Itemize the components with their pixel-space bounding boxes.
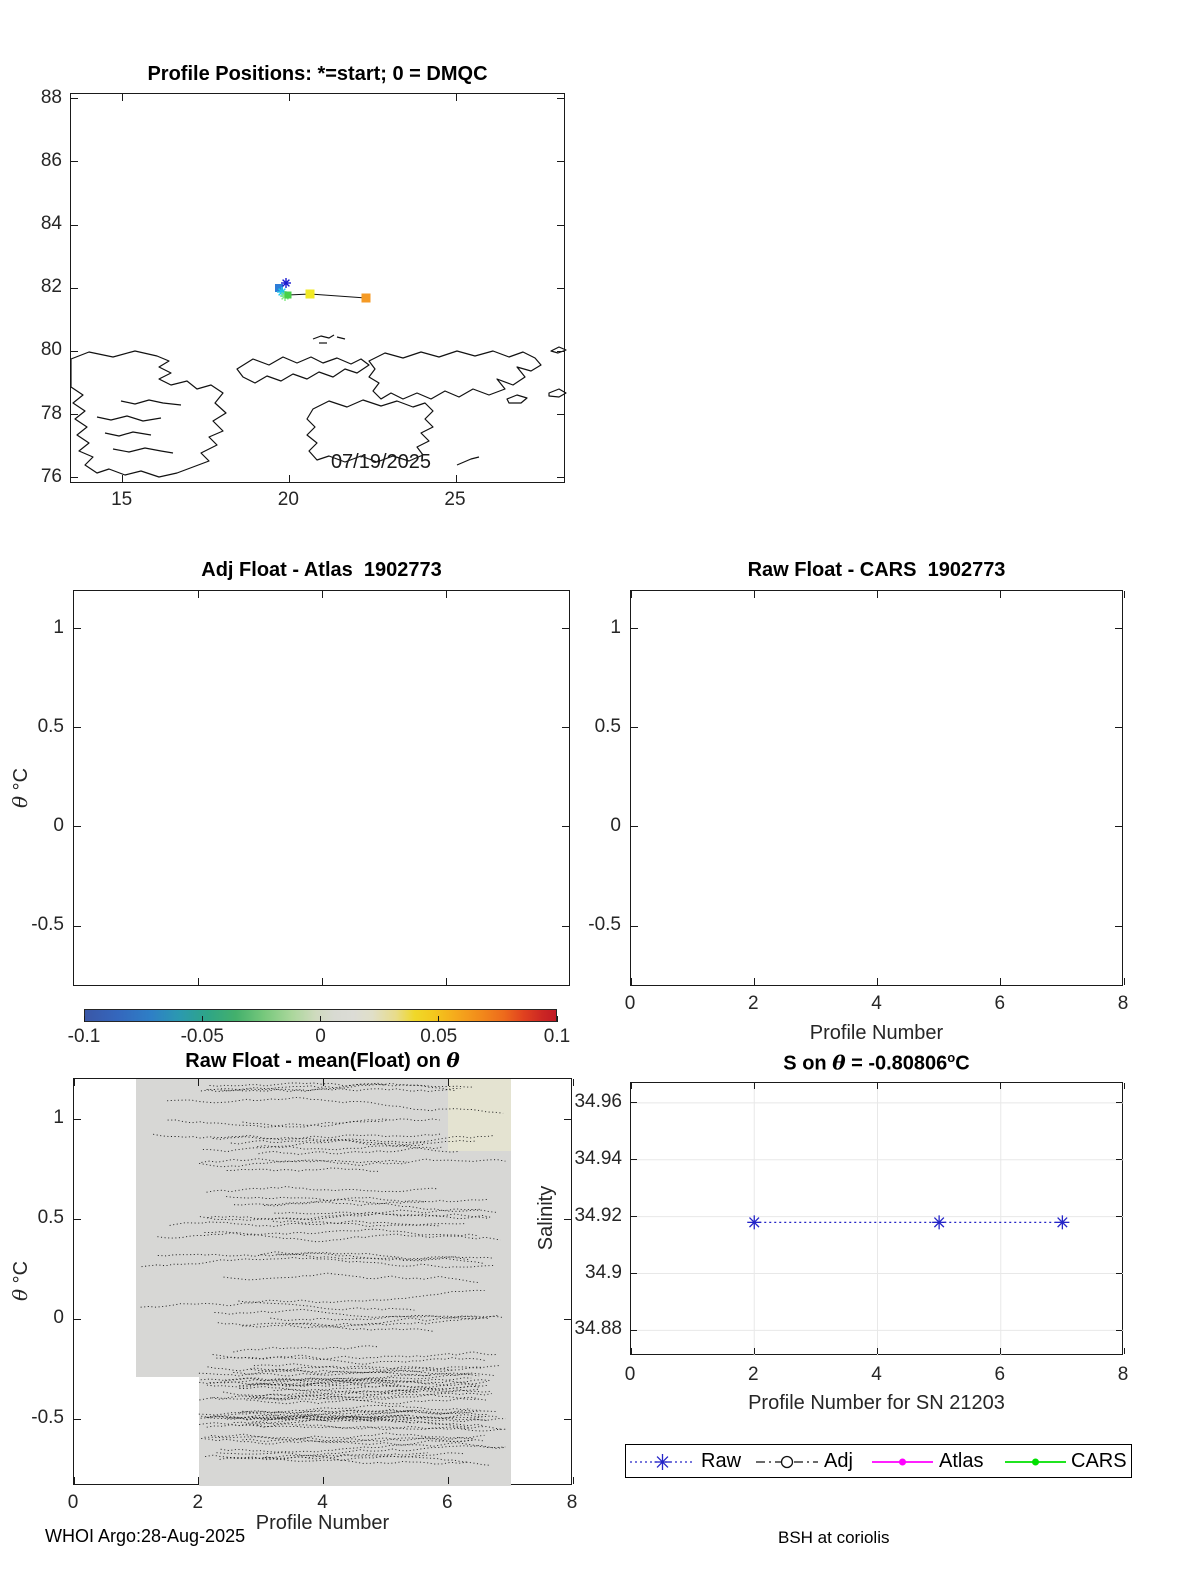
- map-x-tick-label: 15: [111, 489, 133, 510]
- top-tick: [289, 94, 290, 101]
- legend-label-raw: Raw: [701, 1450, 742, 1472]
- coastline: [507, 395, 527, 403]
- left-tick: [631, 926, 638, 927]
- s-on-theta-plot: [631, 1083, 1124, 1356]
- bottom-tick: [1000, 1348, 1001, 1354]
- adj-atlas-axes: [73, 590, 570, 986]
- top-tick: [754, 591, 755, 598]
- colorbar-tick: [320, 1016, 321, 1022]
- s-on-theta-y-tick-label: 34.88: [574, 1318, 622, 1340]
- raw-mean-y-tick-label: 0.5: [37, 1207, 64, 1228]
- contour-line: [142, 1257, 494, 1267]
- top-tick: [573, 1079, 574, 1086]
- raw-data-point: [747, 1215, 761, 1229]
- map-title: Profile Positions: *=start; 0 = DMQC: [147, 63, 488, 85]
- bottom-tick: [877, 978, 878, 985]
- contour-line: [221, 1089, 461, 1092]
- colorbar-tick-label: 0.1: [543, 1026, 571, 1047]
- bottom-tick: [754, 1348, 755, 1354]
- left-tick: [74, 926, 81, 927]
- adj-atlas-y-tick-label: 1: [53, 616, 64, 638]
- bottom-tick: [1124, 978, 1125, 985]
- date-annotation: 07/19/2025: [330, 451, 432, 473]
- contour-line: [153, 1134, 441, 1140]
- contour-line: [239, 1386, 399, 1391]
- bottom-tick: [573, 1477, 574, 1484]
- colorbar-tick-label: -0.05: [180, 1026, 224, 1047]
- footer-right: BSH at coriolis: [778, 1528, 890, 1547]
- left-tick: [71, 351, 78, 352]
- theta-symbol: θ: [832, 1050, 846, 1075]
- top-tick: [74, 1079, 75, 1086]
- coastline: [105, 432, 151, 436]
- s-on-theta-x-tick-label: 0: [624, 1364, 636, 1385]
- right-tick: [557, 98, 564, 99]
- contour-line: [227, 1168, 379, 1171]
- left-tick: [74, 826, 81, 827]
- contour-line: [207, 1186, 439, 1192]
- s-on-theta-x-tick-label: 8: [1117, 1364, 1129, 1385]
- contour-line: [273, 1221, 441, 1227]
- contour-line: [227, 1416, 411, 1423]
- top-tick: [877, 1083, 878, 1089]
- colorbar-tick-label: 0: [315, 1026, 326, 1047]
- raw-mean-y-tick-label: 1: [53, 1107, 64, 1128]
- right-tick: [1116, 1273, 1122, 1274]
- map-y-tick-label: 76: [40, 465, 62, 487]
- contour-line: [268, 1382, 492, 1392]
- map-y-tick-label: 82: [40, 276, 62, 298]
- top-tick: [631, 591, 632, 598]
- left-tick: [631, 1102, 637, 1103]
- left-tick: [71, 225, 78, 226]
- left-tick: [74, 1419, 81, 1420]
- colorbar-tick-label: -0.1: [67, 1026, 101, 1047]
- contour-line: [167, 1097, 503, 1113]
- s-on-theta-axes: [630, 1082, 1123, 1355]
- s-on-theta-xlabel: Profile Number for SN 21203: [748, 1392, 1005, 1414]
- s-on-theta-x-tick-label: 6: [994, 1364, 1006, 1385]
- bottom-tick: [198, 1477, 199, 1484]
- coastline: [457, 457, 479, 465]
- top-tick: [1000, 591, 1001, 598]
- bottom-tick: [1000, 978, 1001, 985]
- contour-line: [168, 1119, 440, 1127]
- contour-line: [218, 1316, 498, 1326]
- right-tick: [1115, 727, 1122, 728]
- right-tick: [557, 161, 564, 162]
- theta-symbol: θ: [8, 1288, 32, 1302]
- colorbar-tick: [202, 1016, 203, 1022]
- map-x-tick-label: 25: [444, 489, 466, 510]
- left-tick: [74, 628, 81, 629]
- contour-line: [260, 1252, 484, 1264]
- map-y-tick-label: 88: [40, 86, 62, 108]
- top-tick: [1124, 591, 1125, 598]
- contour-line: [240, 1410, 480, 1414]
- float-trajectory: [282, 290, 366, 298]
- s-on-theta-y-tick-label: 34.96: [574, 1090, 622, 1112]
- contour-line: [210, 1083, 474, 1087]
- left-tick: [71, 414, 78, 415]
- right-tick: [564, 1119, 571, 1120]
- left-tick: [74, 1319, 81, 1320]
- colorbar-tick: [557, 1016, 558, 1022]
- legend-marker-dot: [1032, 1459, 1039, 1466]
- right-tick: [1116, 1330, 1122, 1331]
- colorbar-tick-label: 0.05: [420, 1026, 458, 1047]
- bottom-tick: [877, 1348, 878, 1354]
- legend-label-adj: Adj: [824, 1450, 853, 1472]
- coastline: [71, 351, 226, 477]
- top-tick: [1000, 1083, 1001, 1089]
- top-tick: [877, 591, 878, 598]
- theta-symbol: θ: [446, 1048, 460, 1072]
- bottom-tick: [1124, 1348, 1125, 1354]
- raw-cars-x-tick-label: 6: [994, 993, 1006, 1014]
- raw-cars-title: Raw Float - CARS 1902773: [747, 559, 1006, 581]
- raw-mean-x-tick-label: 2: [192, 1492, 204, 1513]
- contour-line: [257, 1144, 425, 1150]
- map-y-tick-label: 86: [40, 149, 62, 171]
- right-tick: [1116, 1102, 1122, 1103]
- map-y-tick-label: 84: [40, 213, 62, 235]
- s-title-pre: S on: [783, 1052, 833, 1075]
- contour-line: [199, 1160, 407, 1167]
- top-tick: [122, 94, 123, 101]
- coastline: [113, 448, 173, 453]
- contour-line: [243, 1121, 387, 1127]
- top-tick: [456, 94, 457, 101]
- legend-label-cars: CARS: [1071, 1450, 1127, 1472]
- bottom-tick: [754, 978, 755, 985]
- contour-line: [208, 1212, 488, 1220]
- map-plot: [71, 94, 566, 484]
- raw-mean-y-tick-label: 0: [53, 1307, 64, 1328]
- right-tick: [557, 288, 564, 289]
- contour-line: [223, 1389, 479, 1396]
- coastline: [549, 389, 566, 397]
- left-tick: [71, 98, 78, 99]
- legend-marker-circle: [782, 1457, 793, 1468]
- footer-left: WHOI Argo:28-Aug-2025: [45, 1526, 246, 1546]
- ylabel-unit: °C: [10, 767, 32, 796]
- top-tick: [1124, 1083, 1125, 1089]
- legend: [625, 1444, 1132, 1478]
- s-on-theta-y-tick-label: 34.9: [585, 1261, 622, 1283]
- s-on-theta-x-tick-label: 2: [747, 1364, 759, 1385]
- degree-sup: o: [947, 1050, 956, 1065]
- colorbar-tick: [438, 1016, 439, 1022]
- contour-line: [226, 1197, 426, 1203]
- contour-line: [251, 1366, 499, 1373]
- bottom-tick: [631, 978, 632, 985]
- map-y-tick-label: 78: [40, 402, 62, 424]
- contour-line: [201, 1378, 401, 1385]
- left-tick: [631, 1159, 637, 1160]
- right-tick: [557, 351, 564, 352]
- contour-line: [170, 1221, 466, 1227]
- raw-cars-xlabel: Profile Number: [809, 1022, 944, 1044]
- left-tick: [71, 161, 78, 162]
- raw-cars-y-tick-label: 0: [610, 814, 621, 836]
- coastline: [97, 416, 161, 421]
- contour-line: [231, 1135, 495, 1144]
- top-tick: [198, 1079, 199, 1086]
- raw-cars-x-tick-label: 2: [747, 993, 759, 1014]
- left-tick: [631, 1273, 637, 1274]
- left-tick: [71, 477, 78, 478]
- right-tick: [1116, 1159, 1122, 1160]
- contour-line: [157, 1229, 477, 1238]
- profile-marker-square: [285, 292, 292, 299]
- bottom-tick: [323, 1477, 324, 1484]
- raw-cars-x-tick-label: 0: [624, 993, 636, 1014]
- contour-line: [200, 1209, 480, 1221]
- contour-line: [224, 1273, 480, 1282]
- right-tick: [1115, 826, 1122, 827]
- right-tick: [557, 477, 564, 478]
- right-tick: [1115, 926, 1122, 927]
- top-tick: [446, 591, 447, 598]
- right-tick: [557, 225, 564, 226]
- map-y-tick-label: 80: [40, 339, 62, 361]
- raw-mean-axes: [73, 1078, 572, 1485]
- contour-line: [214, 1309, 502, 1317]
- right-tick: [564, 1419, 571, 1420]
- top-tick: [631, 1083, 632, 1089]
- adj-atlas-title: Adj Float - Atlas 1902773: [201, 559, 442, 581]
- raw-cars-x-tick-label: 8: [1117, 993, 1129, 1014]
- coastline: [337, 337, 345, 339]
- raw-cars-y-tick-label: 0.5: [594, 715, 621, 737]
- raw-cars-x-tick-label: 4: [871, 993, 882, 1014]
- adj-atlas-y-tick-label: 0: [53, 814, 64, 836]
- coastline: [369, 351, 541, 399]
- contour-line: [213, 1137, 477, 1145]
- left-tick: [631, 1216, 637, 1217]
- contour-line: [221, 1440, 485, 1453]
- raw-mean-y-tick-label: -0.5: [31, 1407, 64, 1428]
- bottom-tick: [448, 1477, 449, 1484]
- left-tick: [631, 1330, 637, 1331]
- top-tick: [323, 1079, 324, 1086]
- contour-line: [205, 1435, 485, 1441]
- adj-atlas-y-tick-label: 0.5: [37, 715, 64, 737]
- coastline: [313, 335, 334, 339]
- raw-data-point: [932, 1215, 946, 1229]
- right-tick: [557, 414, 564, 415]
- salinity-ylabel: Salinity: [535, 1185, 557, 1251]
- contour-line: [220, 1453, 428, 1460]
- contour-line: [234, 1199, 498, 1212]
- s-title-post: C: [955, 1052, 970, 1075]
- left-tick: [631, 727, 638, 728]
- top-tick: [198, 591, 199, 598]
- coastline: [121, 400, 181, 405]
- contour-line: [217, 1445, 505, 1455]
- contour-lines: [74, 1079, 573, 1486]
- left-tick: [74, 1119, 81, 1120]
- ylabel-unit: °C: [10, 1260, 32, 1289]
- adj-atlas-y-tick-label: -0.5: [31, 914, 64, 936]
- right-tick: [1116, 1216, 1122, 1217]
- raw-cars-axes: [630, 590, 1123, 986]
- contour-line: [199, 1395, 487, 1401]
- raw-mean-x-tick-label: 4: [317, 1492, 328, 1513]
- theta-symbol: θ: [8, 795, 32, 809]
- contour-line: [141, 1290, 485, 1307]
- legend-marker-dot: [899, 1459, 906, 1466]
- left-tick: [631, 826, 638, 827]
- bottom-tick: [631, 1348, 632, 1354]
- top-tick: [322, 591, 323, 598]
- raw-mean-xlabel: Profile Number: [255, 1512, 390, 1534]
- top-tick: [754, 1083, 755, 1089]
- raw-mean-x-tick-label: 6: [441, 1492, 453, 1513]
- s-title-mid: = -0.80806: [845, 1052, 948, 1075]
- contour-line: [204, 1232, 500, 1242]
- raw-data-point: [1055, 1215, 1069, 1229]
- left-tick: [74, 1219, 81, 1220]
- bottom-tick: [198, 978, 199, 985]
- map-x-tick-label: 20: [277, 489, 299, 510]
- bottom-tick: [322, 978, 323, 985]
- colorbar-tick: [84, 1016, 85, 1022]
- map-axes: [70, 93, 565, 483]
- s-on-theta-y-tick-label: 34.92: [574, 1204, 622, 1226]
- contour-line: [242, 1324, 434, 1332]
- bottom-tick: [122, 475, 123, 482]
- raw-mean-title: [73, 1048, 572, 1073]
- contour-line: [264, 1199, 488, 1205]
- contour-line: [290, 1318, 490, 1328]
- bottom-tick: [289, 475, 290, 482]
- profile-marker-square: [362, 294, 371, 303]
- raw-mean-title-text: Raw Float - mean(Float) on: [185, 1050, 447, 1072]
- s-on-theta-x-tick-label: 4: [871, 1364, 882, 1385]
- raw-cars-y-tick-label: 1: [610, 616, 621, 638]
- raw-cars-y-tick-label: -0.5: [588, 914, 621, 936]
- left-tick: [631, 628, 638, 629]
- legend-marker-asterisk: [655, 1454, 671, 1470]
- raw-mean-x-tick-label: 8: [566, 1492, 578, 1513]
- s-on-theta-title: [630, 1050, 1123, 1076]
- bottom-tick: [74, 1477, 75, 1484]
- left-tick: [71, 288, 78, 289]
- contour-line: [233, 1346, 377, 1352]
- s-on-theta-y-tick-label: 34.94: [574, 1147, 622, 1169]
- raw-mean-x-tick-label: 0: [67, 1492, 79, 1513]
- coastline: [237, 357, 369, 383]
- right-tick: [1115, 628, 1122, 629]
- contour-line: [213, 1355, 485, 1365]
- legend-label-atlas: Atlas: [939, 1450, 984, 1472]
- profile-marker-square: [306, 290, 315, 299]
- contour-line: [216, 1352, 496, 1360]
- bottom-tick: [446, 978, 447, 985]
- top-tick: [448, 1079, 449, 1086]
- bottom-tick: [456, 475, 457, 482]
- left-tick: [74, 727, 81, 728]
